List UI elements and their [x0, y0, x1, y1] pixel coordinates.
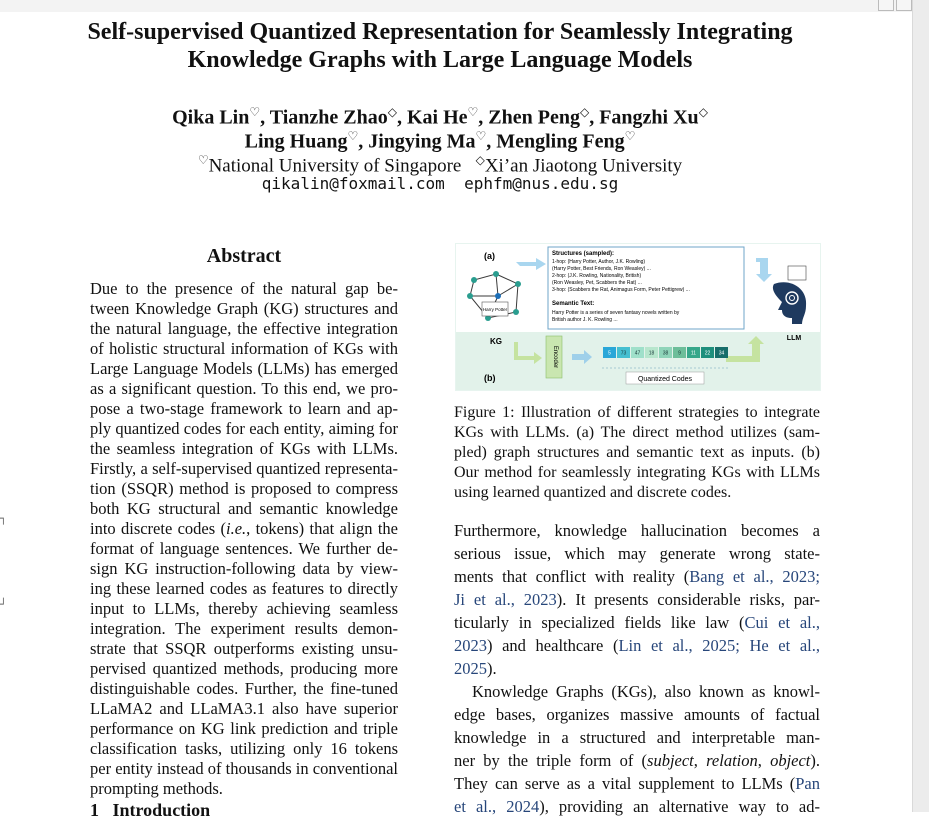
abstract-line: per entity instead of thousands in conventional: [90, 759, 398, 778]
structures-line: 2-hop: (J.K. Rowling, Nationality, British): [552, 273, 642, 279]
email[interactable]: ephfm@nus.edu.sg: [464, 174, 619, 193]
author-name: Fangzhi Xu: [599, 106, 699, 129]
structures-line: 3-hop: (Scabbers the Rat, Animagus Form, Peter Pettigrew) ...: [552, 287, 690, 293]
abstract-line: Large Language Models (LLMs) has emerged: [90, 359, 398, 378]
body-line: [454, 797, 820, 817]
author-name: Ling Huang: [244, 130, 348, 153]
author-name: Jingying Ma: [368, 130, 476, 153]
caption-line: Figure 1: Illustration of different strategies to integrate: [454, 404, 820, 421]
code-value: 5: [608, 350, 611, 357]
author-separator: ,: [478, 106, 489, 129]
kg-node: [467, 293, 473, 299]
affiliation-name: National University of Singapore: [208, 155, 462, 177]
abstract-line: the natural language, the effective integration: [90, 319, 398, 338]
emails: [60, 173, 820, 195]
semantic-title: Semantic Text:: [552, 301, 595, 307]
abstract-heading: Abstract: [206, 245, 282, 267]
abstract-line: ply quantized codes for each entity, aiming for: [90, 419, 398, 438]
caption-line: using learned quantized and discrete codes.: [454, 484, 732, 501]
body-line: [454, 613, 820, 633]
figure-1: [455, 243, 821, 391]
kg-node: [471, 277, 477, 283]
codes-label: Quantized Codes: [637, 376, 693, 383]
affiliation-mark: ◇: [475, 153, 485, 167]
citation-link[interactable]: et al., 2024: [454, 797, 540, 816]
crop-mark-bottom: ┘: [0, 598, 7, 611]
author-affiliation-mark: ◇: [698, 105, 708, 119]
body-line: Knowledge Graphs (KGs), also known as knowl-: [472, 682, 820, 701]
author-affiliation-mark: ♡: [467, 105, 479, 119]
body-line: knowledge in a structured and interpretable man-: [454, 728, 820, 747]
abstract-line: into discrete codes (i.e., tokens) that align the: [90, 519, 398, 538]
author-separator: ,: [486, 130, 497, 153]
code-value: 47: [634, 350, 641, 357]
structures-line: (Harry Potter, Best Friends, Ron Weasley) ...: [552, 266, 651, 272]
body-line: ner by the triple form of (subject, relation, object).: [454, 751, 821, 770]
author-name: Zhen Peng: [488, 106, 580, 129]
kg-node: [515, 281, 521, 287]
abstract-line: distinguishable codes. Further, the fine-tuned: [90, 679, 398, 698]
author-separator: ,: [260, 106, 270, 129]
semantic-line: British author J. K. Rowling ...: [552, 317, 618, 323]
author-separator: ,: [589, 106, 600, 129]
author-name: Mengling Feng: [496, 130, 625, 153]
body-line: [454, 567, 820, 587]
abstract-line: tween Knowledge Graph (KG) structures and: [90, 299, 398, 318]
citation-link[interactable]: Bang et al., 2023;: [689, 567, 820, 586]
code-value: 18: [648, 350, 655, 357]
abstract-line: as a significant question. To this end, we pro-: [90, 379, 398, 398]
code-value: 11: [690, 350, 697, 357]
author-affiliation-mark: ♡: [475, 129, 487, 143]
abstract-line: input to LLMs, thereby achieving seamless: [90, 599, 398, 618]
body-line: [454, 636, 820, 656]
kg-node-label: Harry Potter: [482, 307, 508, 312]
abstract-line: format of language sentences. We further de-: [90, 539, 398, 558]
semantic-line: Harry Potter is a series of seven fantasy novels written by: [552, 310, 680, 316]
author-affiliation-mark: ◇: [387, 105, 397, 119]
body-line: [454, 659, 820, 679]
structures-title: Structures (sampled):: [552, 251, 615, 257]
body-line: Furthermore, knowledge hallucination becomes a: [454, 521, 820, 540]
kg-center-node: [495, 293, 501, 299]
citation-link[interactable]: Cui et al.,: [744, 613, 821, 632]
abstract-line: strate that SSQR outperforms existing unsu-: [90, 639, 398, 658]
body-line: [454, 774, 820, 794]
kg-node: [513, 309, 519, 315]
affiliation-name: Xi’an Jiaotong University: [484, 155, 683, 177]
email[interactable]: qikalin@foxmail.com: [261, 174, 445, 193]
encoder-label: Encoder: [552, 345, 558, 369]
author-affiliation-mark: ♡: [347, 129, 359, 143]
author-name: Tianzhe Zhao: [269, 106, 388, 129]
abstract-line: the seamless integration of KGs with LLMs.: [90, 439, 398, 458]
body-text: ments that conflict with reality (: [454, 567, 690, 586]
structures-line: 1-hop: (Harry Potter, Author, J.K. Rowling): [552, 259, 646, 265]
abstract-line: of holistic structural information of KGs with: [90, 339, 398, 358]
caption-line: pled) graph structures and semantic text as inputs. (b): [454, 444, 820, 461]
body-text: ticularly in specialized fields like law (: [454, 613, 745, 632]
vertical-scrollbar[interactable]: [912, 0, 929, 812]
abstract-line: integration. The experiment results demon-: [90, 619, 398, 638]
fig-label-b: (b): [484, 373, 496, 383]
abstract-line: Firstly, a self-supervised quantized representa-: [90, 459, 398, 478]
code-value: 9: [678, 350, 681, 357]
author-separator: ,: [358, 130, 369, 153]
abstract-line: performance on KG link prediction and triple: [90, 719, 398, 738]
body-text: ) and healthcare (: [487, 636, 619, 655]
kg-node: [493, 271, 499, 277]
body-text: They can serve as a vital supplement to LLMs (: [454, 774, 796, 793]
body-text: ), providing an alternative way to ad-: [539, 797, 820, 816]
window-maximize-button[interactable]: [896, 0, 912, 11]
author-affiliation-mark: ◇: [579, 105, 590, 119]
quantized-codes: [603, 347, 728, 358]
abstract-line: tion (SSQR) method is proposed to compress: [90, 479, 398, 498]
title-line-1: Self-supervised Quantized Representation for Seamlessly Integrating: [87, 19, 793, 45]
body-line: serious issue, which may generate wrong state-: [454, 544, 820, 563]
section-title: Introduction: [112, 800, 211, 820]
structures-line: (Ron Weasley, Pet, Scabbers the Rat) ...: [552, 280, 642, 286]
citation-link[interactable]: Lin et al., 2025; He et al.,: [618, 636, 820, 655]
citation-link[interactable]: 2025: [454, 659, 487, 678]
author-affiliation-mark: ♡: [624, 129, 636, 143]
citation-link[interactable]: 2023: [454, 636, 487, 655]
window-top-bar: [0, 0, 929, 12]
code-value: 34: [718, 350, 725, 357]
abstract-line: pervised quantized methods, producing more: [90, 659, 398, 678]
author-name: Kai He: [406, 106, 468, 129]
abstract-line: classification tasks, utilizing only 16 tokens: [90, 739, 398, 758]
section-heading: [90, 800, 210, 821]
abstract-line: pose a two-stage framework to learn and ap-: [90, 399, 398, 418]
abstract-line: sign KG instruction-following data by view-: [90, 559, 398, 578]
body-line: [454, 590, 820, 610]
caption-line: KGs with LLMs. (a) The direct method utilizes (sam-: [454, 424, 820, 441]
fig-label-a: (a): [484, 251, 495, 261]
figure-1-graphic: [456, 244, 820, 390]
author-name: Qika Lin: [172, 106, 250, 129]
abstract-line: Due to the presence of the natural gap be-: [90, 279, 398, 298]
affiliation-mark: ♡: [197, 153, 209, 167]
kg-label: KG: [490, 337, 502, 346]
paper-title: [60, 18, 820, 74]
crop-mark-top: ┐: [0, 512, 7, 525]
body-text: ). It presents considerable risks, par-: [556, 590, 820, 609]
body-line: edge bases, organizes massive amounts of factual: [454, 705, 820, 724]
title-line-2: Knowledge Graphs with Large Language Models: [187, 47, 693, 73]
section-number: 1: [90, 800, 99, 820]
abstract-line: LLaMA2 and LLaMA3.1 also have superior: [90, 699, 398, 718]
abstract-line: both KG structural and semantic knowledge: [90, 499, 398, 518]
author-affiliation-mark: ♡: [249, 105, 261, 119]
citation-link[interactable]: Pan: [795, 774, 820, 793]
body-text: ).: [487, 659, 497, 678]
window-minimize-button[interactable]: [878, 0, 894, 11]
abstract-line: ing these learned codes as features to directly: [90, 579, 398, 598]
code-value: 73: [620, 350, 627, 357]
llm-label: LLM: [786, 335, 802, 342]
caption-line: Our method for seamlessly integrating KGs with LLMs: [454, 464, 820, 481]
code-value: 38: [662, 350, 669, 357]
author-separator: ,: [396, 106, 407, 129]
citation-link[interactable]: Ji et al., 2023: [454, 590, 557, 609]
code-value: 22: [704, 350, 711, 357]
abstract-line: prompting methods.: [90, 779, 223, 798]
